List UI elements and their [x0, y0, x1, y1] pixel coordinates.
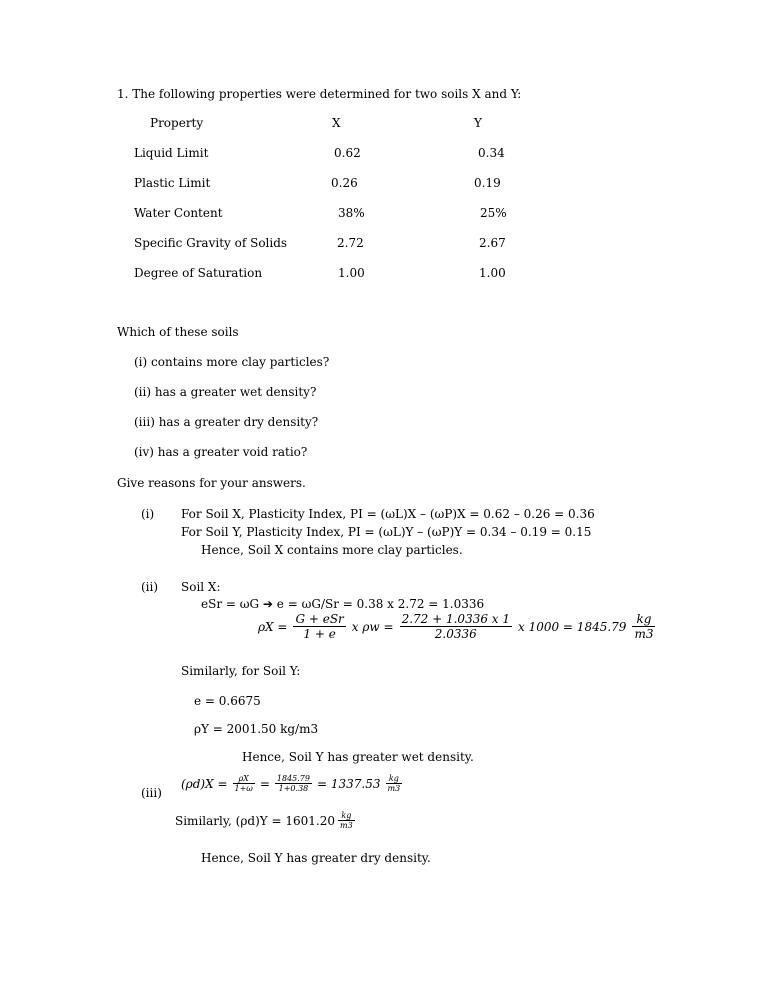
answer-i-line-y: For Soil Y, Plasticity Index, PI = (ωL)Y – (ωP)Y = 0.34 – 0.19 = 0.15 [181, 525, 592, 539]
answer-ii-rho-y: ρY = 2001.50 kg/m3 [194, 722, 319, 736]
fraction-values [275, 774, 312, 793]
table-header-x: X [332, 116, 341, 130]
answer-ii-soil-x: Soil X: [181, 580, 221, 594]
table-row-y: 0.19 [474, 176, 501, 190]
answer-i-line-x: For Soil X, Plasticity Index, PI = (ωL)X – (ωP)X = 0.62 – 0.26 = 0.36 [181, 507, 595, 521]
answer-iii-conclusion: Hence, Soil Y has greater dry density. [201, 851, 431, 865]
table-row-property: Specific Gravity of Solids [134, 236, 288, 250]
question-intro: 1. The following properties were determined for two soils X and Y: [117, 87, 522, 101]
fraction-values [400, 612, 512, 641]
unit-kg-per-m3 [632, 612, 655, 641]
table-row-x: 0.62 [334, 146, 361, 160]
fraction-g-esr [293, 612, 345, 641]
equals-sign: = [259, 776, 270, 791]
unit-denominator: m3 [387, 784, 401, 793]
answer-i-conclusion: Hence, Soil X contains more clay particles. [201, 543, 463, 557]
table-row-y: 2.67 [479, 236, 506, 250]
fraction-rho-x [233, 774, 255, 793]
fraction-numerator: 1845.79 [276, 774, 310, 783]
table-row-x: 1.00 [338, 266, 365, 280]
table-row-x: 2.72 [337, 236, 364, 250]
answer-ii-eq1: eSr = ωG ➔ e = ωG/Sr = 0.38 x 2.72 = 1.0336 [201, 597, 485, 611]
table-row-y: 1.00 [479, 266, 506, 280]
answer-iii-similarly [175, 811, 355, 830]
similarly-dry-density-y: Similarly, (ρd)Y = 1601.20 [175, 813, 335, 828]
table-row-x: 0.26 [331, 176, 358, 190]
table-row-property: Water Content [134, 206, 223, 220]
unit-kg-per-m3 [338, 811, 355, 830]
unit-numerator: kg [388, 774, 399, 783]
dry-density-equation [181, 774, 402, 793]
wet-density-equation [258, 612, 655, 641]
which-question: Which of these soils [117, 325, 239, 339]
rho-d-x-lhs: (ρd)X = [181, 776, 228, 791]
fraction-denominator: 1+0.38 [275, 783, 312, 793]
table-row-y: 0.34 [478, 146, 505, 160]
table-header-property: Property [150, 116, 204, 130]
unit-kg-per-m3 [386, 774, 403, 793]
question-part: (iv) has a greater void ratio? [134, 445, 308, 459]
wet-density-result: x 1000 = 1845.79 [518, 619, 627, 634]
rho-x-lhs: ρX = [258, 619, 288, 634]
table-row-property: Plastic Limit [134, 176, 211, 190]
fraction-numerator: 2.72 + 1.0336 x 1 [401, 612, 510, 626]
answer-ii-label: (ii) [141, 580, 159, 594]
fraction-denominator: 2.0336 [400, 626, 512, 641]
unit-numerator: kg [341, 811, 352, 820]
answer-ii-e-y: e = 0.6675 [194, 694, 261, 708]
answer-i-label: (i) [141, 507, 155, 521]
question-part: (i) contains more clay particles? [134, 355, 330, 369]
fraction-denominator: 1 + e [293, 626, 345, 641]
fraction-denominator: 1+ω [234, 784, 253, 793]
times-rho-w: x ρw = [351, 619, 394, 634]
fraction-numerator: ρX [238, 774, 249, 783]
dry-density-result: = 1337.53 [317, 776, 381, 791]
unit-denominator: m3 [634, 627, 654, 641]
question-part: (ii) has a greater wet density? [134, 385, 317, 399]
give-reasons: Give reasons for your answers. [117, 476, 306, 490]
table-row-property: Degree of Saturation [134, 266, 263, 280]
unit-denominator: m3 [339, 821, 353, 830]
table-row-y: 25% [480, 206, 507, 220]
answer-ii-conclusion: Hence, Soil Y has greater wet density. [242, 750, 474, 764]
unit-numerator: kg [636, 612, 652, 626]
table-row-property: Liquid Limit [134, 146, 209, 160]
answer-iii-label: (iii) [141, 786, 162, 800]
table-row-x: 38% [338, 206, 365, 220]
answer-ii-similarly: Similarly, for Soil Y: [181, 664, 301, 678]
fraction-numerator: G + eSr [295, 612, 344, 626]
question-part: (iii) has a greater dry density? [134, 415, 319, 429]
table-header-y: Y [474, 116, 482, 130]
